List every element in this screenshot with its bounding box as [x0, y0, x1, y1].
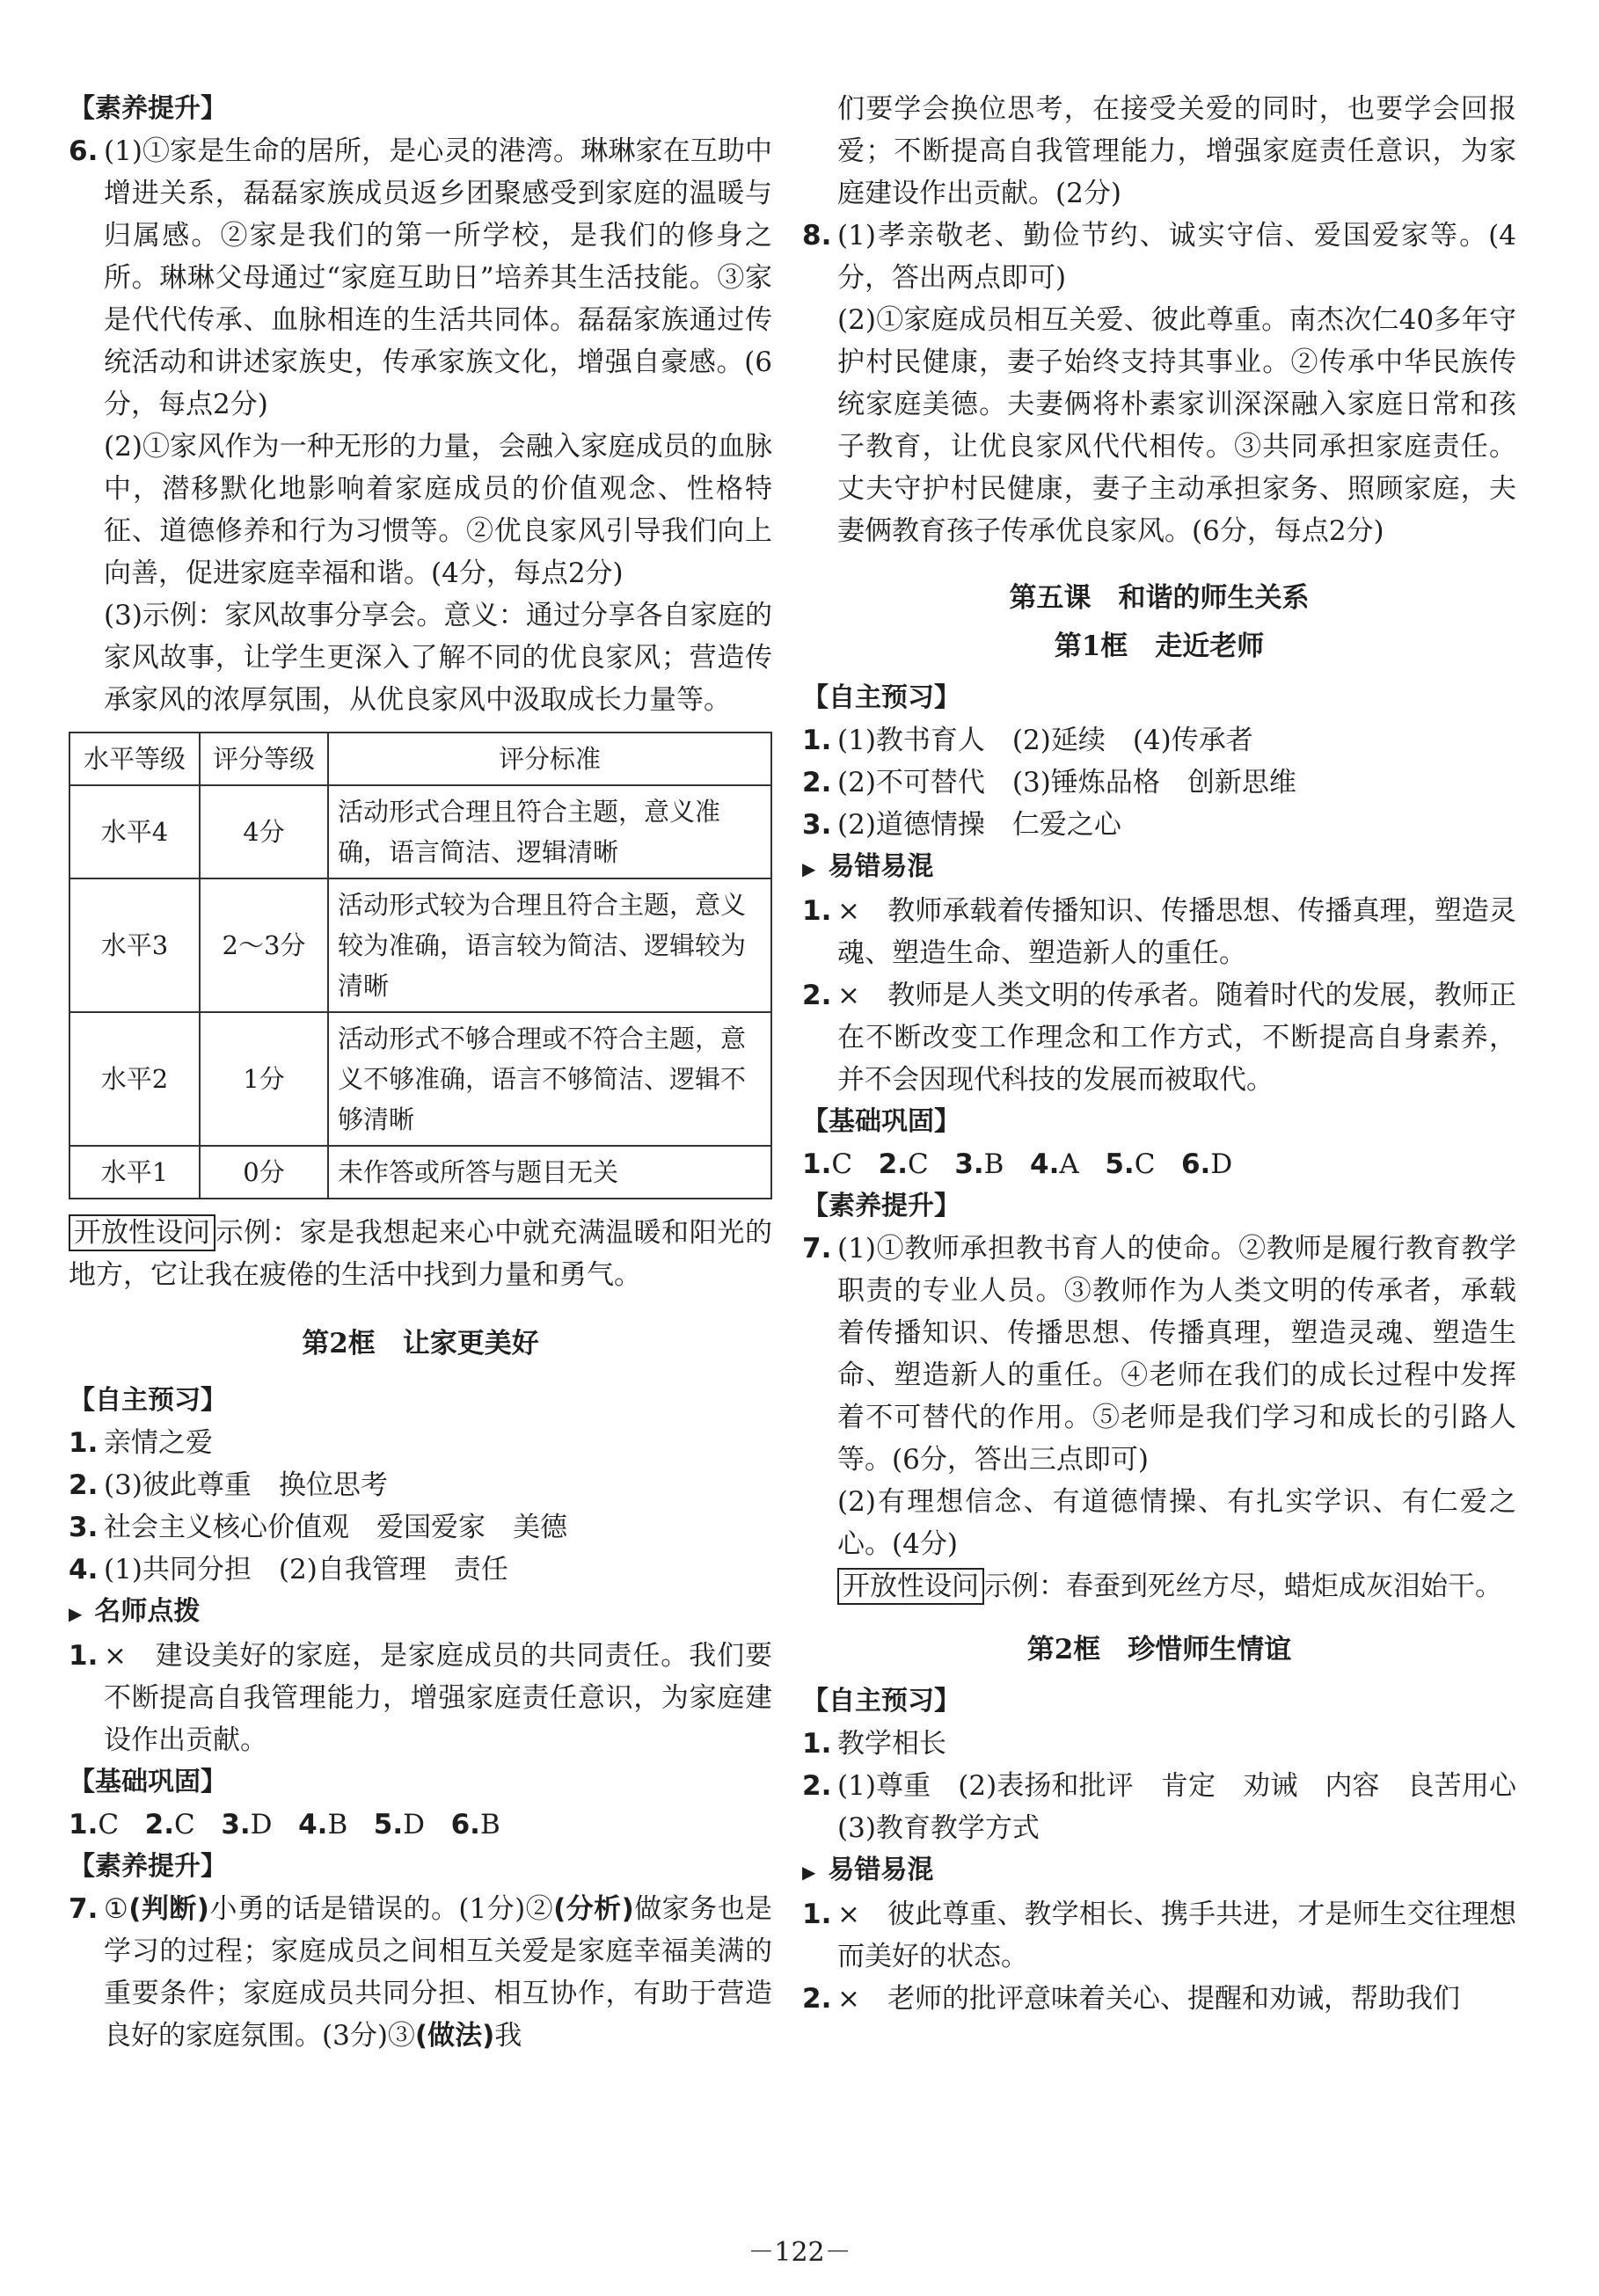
question-7	[802, 1228, 1516, 1607]
item-number: 6.	[450, 1809, 480, 1840]
item-text: × 老师的批评意味着关心、提醒和劝诫，帮助我们	[837, 1983, 1460, 2015]
table-row	[69, 1146, 771, 1199]
section-heading: 【素养提升】	[802, 1191, 960, 1221]
table-cell: 未作答或所答与题目无关	[328, 1146, 771, 1199]
answer-text: 做家务也是学习的过程；家庭成员之间相互关爱是家庭幸福美满的重要条件；家庭成员共同分担、相互协作，有助于营造良好的家庭氛围。(3分)③	[104, 1893, 773, 2052]
answer-paragraph: (1)①家是生命的居所，是心灵的港湾。琳琳家在互助中增进关系，磊磊家族成员返乡团聚感受到家庭的温暖与归属感。②家是我们的第一所学校，是我们的修身之所。琳琳父母通过“家庭互助日”培养其生活技能。③家是代代传承、血脉相连的生活共同体。磊磊家族通过传统活动和讲述家族史，传承家族文化，增强自豪感。(6分，每点2分)	[104, 135, 772, 420]
item-number: 2.	[802, 980, 832, 1011]
item-text: × 教师是人类文明的传承者。随着时代的发展，教师正在不断改变工作理念和工作方式，不断提高自身素养，并不会因现代科技的发展而被取代。	[837, 980, 1516, 1096]
question-7	[69, 1888, 772, 2057]
tip-title: 名师点拨	[94, 1596, 201, 1627]
table-header: 水平等级	[69, 733, 200, 785]
choice-answer: D	[403, 1809, 426, 1840]
list-item	[802, 719, 1516, 762]
choice-answer: B	[983, 1148, 1004, 1180]
item-text: × 建设美好的家庭，是家庭成员的共同责任。我们要不断提高自我管理能力，增强家庭责任意识，为家庭建设作出贡献。	[104, 1640, 772, 1756]
item-text: 教学相长	[837, 1728, 946, 1760]
answer-row	[69, 1804, 772, 1846]
question-number: 7.	[802, 1233, 832, 1265]
table-cell: 1分	[200, 1012, 328, 1146]
item-text: 亲情之爱	[104, 1427, 213, 1459]
question-7-continued	[802, 88, 1516, 215]
item-number: 1.	[69, 1640, 99, 1672]
item-text: × 教师承载着传播知识、传播思想、传播真理，塑造灵魂、塑造生命、塑造新人的重任。	[837, 895, 1516, 969]
triangle-icon: ▶	[69, 1603, 83, 1624]
error-title: 易错易混	[828, 851, 934, 882]
frame-title: 第1框 走近老师	[1054, 630, 1265, 662]
open-question-text: 示例：春蚕到死丝方尽，蜡炬成灰泪始干。	[984, 1571, 1502, 1602]
item-number: 1.	[802, 1728, 832, 1760]
choice-answer: B	[327, 1809, 348, 1840]
frame-title: 第2框 珍惜师生情谊	[1026, 1634, 1292, 1666]
section-heading: 【自主预习】	[69, 1385, 227, 1416]
choice-answer: A	[1059, 1148, 1079, 1180]
item-text: (1)尊重 (2)表扬和批评 肯定 劝诫 内容 良苦用心 (3)教育教学方式	[837, 1770, 1544, 1844]
list-item	[69, 1549, 772, 1591]
answer-paragraph: (1)①教师承担教书育人的使命。②教师是履行教育教学职责的专业人员。③教师作为人类文明的传承者，承载着传播知识、传播思想、传播真理，塑造灵魂、塑造生命、塑造新人的重任。④老师在我们的成长过程中发挥着不可替代的作用。⑤老师是我们学习和成长的引路人等。(6分，答出三点即可)	[837, 1233, 1516, 1476]
right-column	[802, 88, 1544, 2020]
item-number: 1.	[802, 1899, 832, 1930]
table-row	[69, 878, 771, 1012]
page-number: －122－	[748, 2237, 851, 2268]
item-number: 2.	[69, 1469, 99, 1501]
answer-label: (做法)	[414, 2020, 495, 2052]
choice-answer: C	[908, 1148, 929, 1180]
list-item	[69, 1464, 772, 1506]
item-text: × 彼此尊重、教学相长、携手共进，才是师生交往理想而美好的状态。	[837, 1899, 1516, 1972]
list-item	[802, 1978, 1516, 2020]
choice-answer: B	[479, 1809, 500, 1840]
item-text: (1)教书育人 (2)延续 (4)传承者	[837, 725, 1253, 756]
table-cell: 活动形式合理且符合主题，意义准确，语言简洁、逻辑清晰	[328, 785, 771, 878]
error-heading	[802, 846, 1516, 890]
list-item	[802, 890, 1516, 974]
item-number: 2.	[144, 1809, 175, 1840]
item-number: 1.	[69, 1427, 99, 1459]
item-number: 2.	[802, 767, 832, 798]
item-text: (2)不可替代 (3)锤炼品格 创新思维	[837, 767, 1296, 798]
left-column	[69, 88, 772, 2057]
table-cell: 0分	[200, 1146, 328, 1199]
question-6	[69, 130, 772, 721]
tip-heading	[69, 1591, 772, 1635]
table-cell: 水平4	[69, 785, 200, 878]
choice-answer: C	[1134, 1148, 1156, 1180]
choice-answer: C	[98, 1809, 120, 1840]
table-cell: 活动形式不够合理或不符合主题，意义不够准确，语言不够简洁、逻辑不够清晰	[328, 1012, 771, 1146]
item-number: 5.	[1105, 1148, 1135, 1180]
list-item	[69, 1422, 772, 1464]
item-number: 3.	[221, 1809, 251, 1840]
item-number: 2.	[802, 1770, 832, 1802]
choice-answer: D	[250, 1809, 273, 1840]
item-number: 1.	[69, 1809, 99, 1840]
item-number: 3.	[69, 1512, 99, 1543]
section-heading: 【基础巩固】	[802, 1106, 960, 1137]
answer-paragraph: (2)①家风作为一种无形的力量，会融入家庭成员的血脉中，潜移默化地影响着家庭成员的价值观念、性格特征、道德修养和行为习惯等。②优良家风引导我们向上向善，促进家庭幸福和谐。(4分，每点2分)	[104, 431, 772, 589]
question-8	[802, 215, 1516, 552]
frame-title: 第2框 让家更美好	[302, 1328, 539, 1359]
table-header: 评分标准	[328, 733, 771, 785]
table-header-row	[69, 733, 771, 785]
table-cell: 活动形式较为合理且符合主题，意义较为准确，语言较为简洁、逻辑较为清晰	[328, 878, 771, 1012]
section-heading: 【素养提升】	[69, 1851, 227, 1882]
answer-paragraph: (2)有理想信念、有道德情操、有扎实学识、有仁爱之心。(4分)	[837, 1486, 1516, 1560]
section-heading: 【素养提升】	[69, 93, 227, 124]
item-number: 5.	[373, 1809, 404, 1840]
item-text: (3)彼此尊重 换位思考	[104, 1469, 388, 1501]
list-item	[802, 804, 1516, 846]
item-number: 3.	[802, 809, 832, 841]
item-number: 3.	[954, 1148, 984, 1180]
table-cell: 2～3分	[200, 878, 328, 1012]
answer-paragraph: (1)孝亲敬老、勤俭节约、诚实守信、爱国爱家等。(4分，答出两点即可)	[837, 220, 1516, 294]
triangle-icon: ▶	[802, 1862, 816, 1883]
answer-text: 小勇的话是错误的。(1分)②	[208, 1893, 554, 1925]
error-title: 易错易混	[828, 1855, 934, 1885]
open-question-text: 示例：家是我想起来心中就充满温暖和阳光的地方，它让我在疲倦的生活中找到力量和勇气。	[69, 1217, 772, 1291]
item-number: 2.	[878, 1148, 909, 1180]
open-question	[837, 1565, 1516, 1607]
table-cell: 水平1	[69, 1146, 200, 1199]
answer-label: (判断)	[128, 1893, 209, 1925]
answer-paragraph: (3)示例：家风故事分享会。意义：通过分享各自家庭的家风故事，让学生更深入了解不同的优良家风；营造传承家风的浓厚氛围，从优良家风中汲取成长力量等。	[104, 600, 772, 716]
item-number: 4.	[298, 1809, 328, 1840]
list-item	[69, 1635, 772, 1761]
answer-paragraph: (2)①家庭成员相互关爱、彼此尊重。南杰次仁40多年守护村民健康，妻子始终支持其事业。②传承中华民族传统家庭美德。夫妻俩将朴素家训深深融入家庭日常和孩子教育，让优良家风代代相传。③共同承担家庭责任。丈夫守护村民健康，妻子主动承担家务、照顾家庭，夫妻俩教育孩子传承优良家风。(6分，每点2分)	[837, 304, 1516, 547]
item-number: 1.	[802, 725, 832, 756]
triangle-icon: ▶	[802, 858, 816, 879]
section-heading: 【基础巩固】	[69, 1767, 227, 1797]
section-heading: 【自主预习】	[802, 1686, 960, 1717]
list-item	[802, 1723, 1516, 1765]
lesson-title: 第五课 和谐的师生关系	[1009, 582, 1310, 614]
table-header: 评分等级	[200, 733, 328, 785]
item-number: 4.	[1030, 1148, 1060, 1180]
error-heading	[802, 1849, 1516, 1893]
list-item	[802, 762, 1516, 804]
open-question-tag: 开放性设问	[69, 1214, 215, 1251]
question-number: 8.	[802, 220, 832, 251]
section-heading: 【自主预习】	[802, 682, 960, 713]
table-row	[69, 785, 771, 878]
answer-label: (分析)	[553, 1893, 634, 1925]
list-item	[802, 974, 1516, 1101]
item-text: 社会主义核心价值观 爱国爱家 美德	[104, 1512, 567, 1543]
list-item	[69, 1506, 772, 1549]
item-number: 6.	[1180, 1148, 1211, 1180]
table-cell: 水平2	[69, 1012, 200, 1146]
open-question	[69, 1212, 772, 1296]
choice-answer: D	[1210, 1148, 1233, 1180]
item-number: 2.	[802, 1983, 832, 2015]
table-cell: 4分	[200, 785, 328, 878]
item-number: 1.	[802, 895, 832, 927]
table-cell: 水平3	[69, 878, 200, 1012]
answer-text: ①	[104, 1893, 129, 1925]
answer-text: 我	[494, 2020, 522, 2052]
table-row	[69, 1012, 771, 1146]
list-item	[802, 1893, 1516, 1978]
choice-answer: C	[174, 1809, 195, 1840]
choice-answer: C	[831, 1148, 853, 1180]
answer-row	[802, 1143, 1516, 1185]
question-number: 6.	[69, 135, 99, 167]
question-number: 7.	[69, 1893, 99, 1925]
list-item	[802, 1765, 1544, 1849]
item-number: 1.	[802, 1148, 832, 1180]
item-text: (1)共同分担 (2)自我管理 责任	[104, 1554, 508, 1585]
open-question-tag: 开放性设问	[837, 1568, 984, 1605]
scoring-table	[69, 732, 772, 1199]
item-text: (2)道德情操 仁爱之心	[837, 809, 1121, 841]
answer-text: 们要学会换位思考，在接受关爱的同时，也要学会回报爱；不断提高自我管理能力，增强家庭责任意识，为家庭建设作出贡献。(2分)	[837, 93, 1516, 209]
item-number: 4.	[69, 1554, 99, 1585]
